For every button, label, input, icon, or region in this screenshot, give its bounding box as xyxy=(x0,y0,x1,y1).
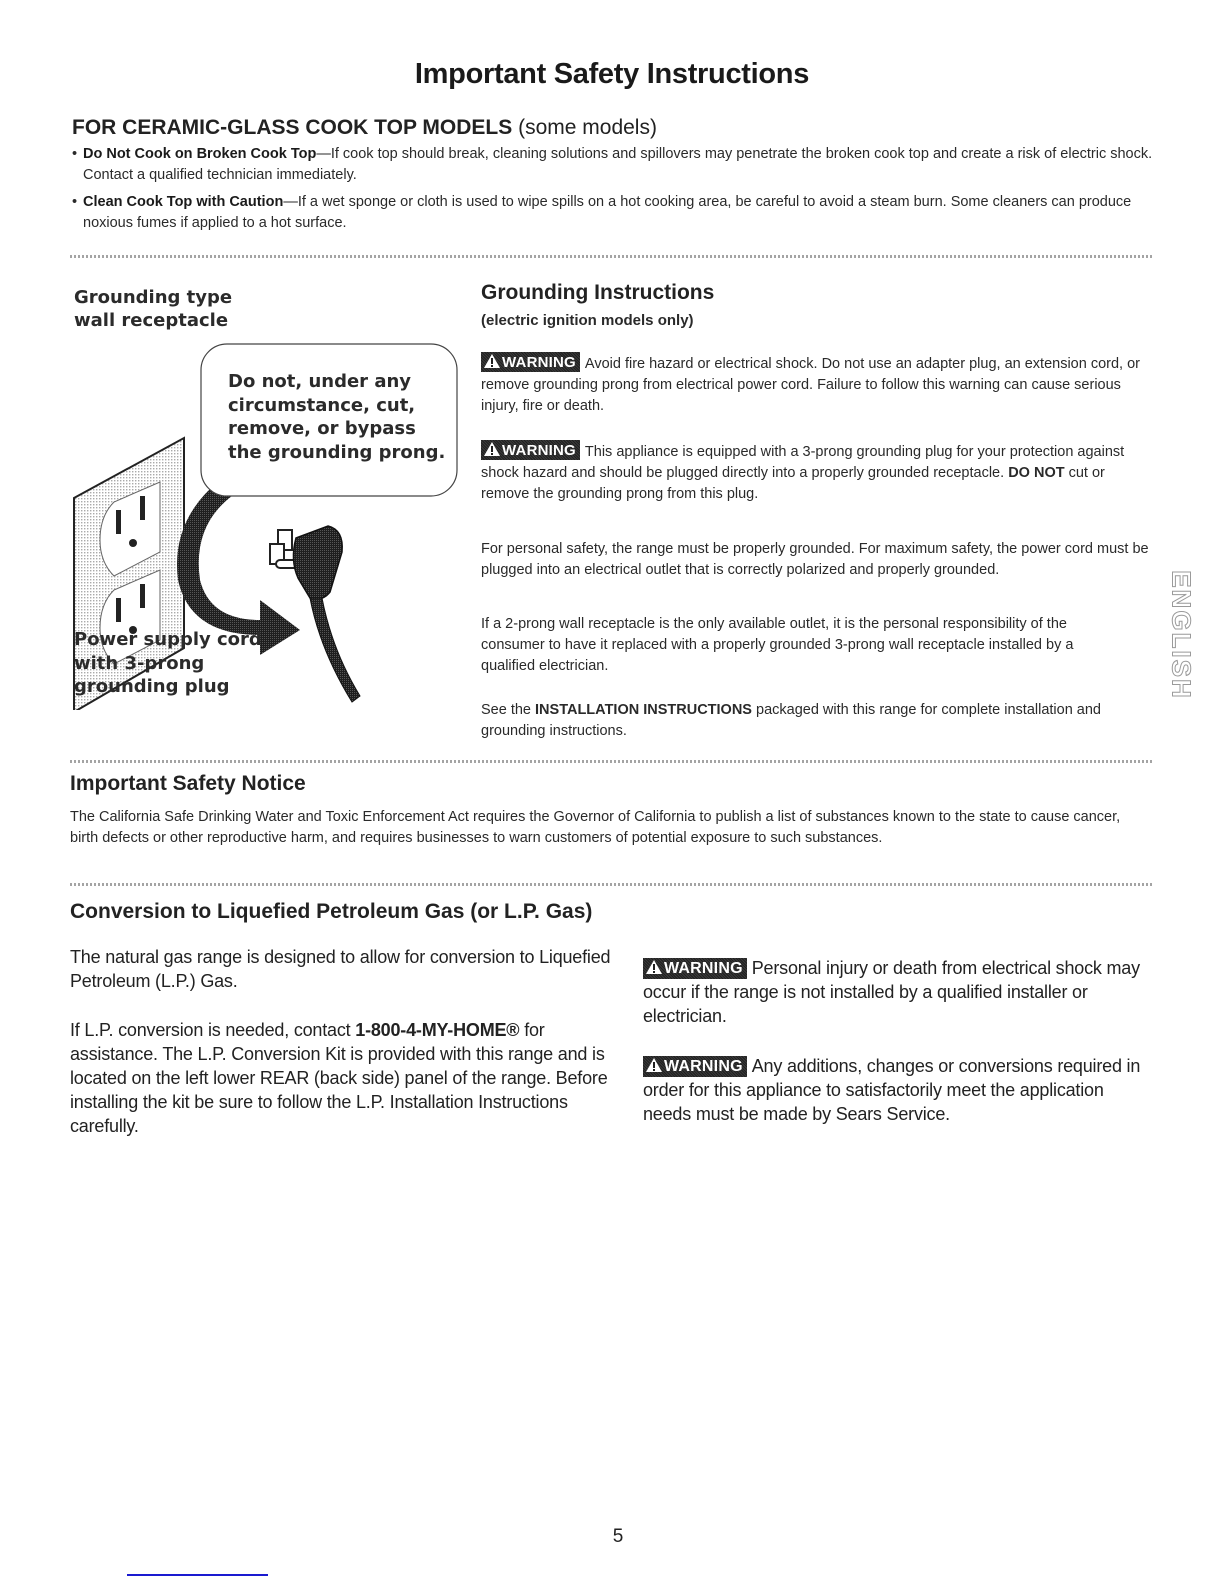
warning-badge xyxy=(643,958,747,979)
page-title: Important Safety Instructions xyxy=(414,58,810,90)
warning-text: cut or remove the grounding prong from this plug. xyxy=(481,465,1105,502)
label-line: Grounding type xyxy=(74,287,233,308)
illustration-label-bottom xyxy=(74,628,262,699)
bullet-lead: Do Not Cook on Broken Cook Top xyxy=(83,146,317,162)
language-side-tab xyxy=(1166,560,1196,710)
grounding-para-2: If a 2-prong wall receptacle is the only available outlet, it is the personal responsibility of the consumer to have it replaced with a properly grounded 3-prong wall receptacle installed by a qualified electrician. xyxy=(481,616,1074,674)
grounding-warning-2 xyxy=(481,440,1141,505)
warning-triangle-icon xyxy=(484,354,500,368)
ceramic-bullet xyxy=(72,144,1162,186)
label-line: grounding plug xyxy=(74,676,230,697)
warning-label: WARNING xyxy=(502,442,576,459)
lp-para-2 xyxy=(70,1018,630,1138)
ceramic-heading-bold: FOR CERAMIC-GLASS COOK TOP MODELS xyxy=(72,116,513,139)
ceramic-heading xyxy=(72,116,657,140)
warning-text: Any additions, changes or conversions required in order for this appliance to satisfactorily meet the application needs must be made by Sears Service. xyxy=(643,1056,1141,1124)
para-text: See the xyxy=(481,702,531,718)
notice-heading: Important Safety Notice xyxy=(70,772,306,795)
warning-emphasis: DO NOT xyxy=(1008,465,1065,481)
warning-label: WARNING xyxy=(502,354,576,371)
bullet-text: —If a wet sponge or cloth is used to wipe spills on a hot cooking area, be careful to avoid a steam burn. Some cleaners can produce noxious fumes if applied to a hot surface. xyxy=(83,194,1132,231)
ceramic-heading-light: (some models) xyxy=(518,116,657,139)
label-line: Power supply cord xyxy=(74,629,262,650)
para-text: If L.P. conversion is needed, contact xyxy=(70,1020,351,1040)
para-text: packaged with this range for complete installation and grounding instructions. xyxy=(481,702,1101,739)
bullet-icon: • xyxy=(72,146,78,162)
lp-warning-1 xyxy=(643,956,1143,1028)
lp-warning-2 xyxy=(643,1054,1143,1126)
section-divider xyxy=(70,760,1152,763)
callout-line: remove, or bypass xyxy=(228,418,416,439)
warning-badge xyxy=(481,352,580,372)
callout-line: the grounding prong. xyxy=(228,441,446,463)
callout-line: Do not, under any xyxy=(228,371,412,392)
section-divider xyxy=(70,255,1152,258)
grounding-warning-1 xyxy=(481,352,1161,417)
bullet-text: —If cook top should break, cleaning solutions and spillovers may penetrate the broken cook top and create a risk of electric shock. Contact a qualified technician immediately. xyxy=(83,146,1153,183)
footer-rule xyxy=(127,1574,268,1576)
warning-label: WARNING xyxy=(664,960,743,977)
page-number: 5 xyxy=(612,1526,624,1547)
warning-triangle-icon xyxy=(646,1058,662,1072)
side-tab-label: ENGLISH xyxy=(1166,570,1197,700)
section-divider xyxy=(70,883,1152,886)
illustration-label-top xyxy=(74,286,232,332)
callout-text xyxy=(228,370,445,464)
bullet-icon: • xyxy=(72,194,78,210)
ceramic-bullet xyxy=(72,192,1162,234)
grounding-para-1: For personal safety, the range must be properly grounded. For maximum safety, the power cord must be plugged into an electrical outlet that is correctly polarized and properly grounded. xyxy=(481,541,1149,578)
lp-heading: Conversion to Liquefied Petroleum Gas (or L.P. Gas) xyxy=(70,900,593,923)
bullet-lead: Clean Cook Top with Caution xyxy=(83,194,284,210)
grounding-subheading: (electric ignition models only) xyxy=(481,312,694,329)
grounding-heading: Grounding Instructions xyxy=(481,281,715,304)
installation-instructions-ref: INSTALLATION INSTRUCTIONS xyxy=(535,702,752,718)
grounding-para-3 xyxy=(481,700,1141,742)
warning-label: WARNING xyxy=(664,1058,743,1075)
plug-icon xyxy=(270,526,360,702)
phone-number: 1-800-4-MY-HOME® xyxy=(355,1020,520,1040)
warning-text: This appliance is equipped with a 3-prong grounding plug for your protection against shock hazard and should be plugged directly into a properly grounded receptacle. xyxy=(481,444,1125,481)
warning-badge xyxy=(481,440,580,460)
label-line: with 3-prong xyxy=(74,652,205,674)
label-line: wall receptacle xyxy=(74,310,229,331)
callout-line: circumstance, cut, xyxy=(228,394,416,416)
warning-triangle-icon xyxy=(646,960,662,974)
para-text: for assistance. The L.P. Conversion Kit is provided with this range and is located on the left lower REAR (back side) panel of the range. Before installing the kit be sure to follow the L.P. Installation Instructions carefully. xyxy=(70,1020,608,1136)
notice-text: The California Safe Drinking Water and Toxic Enforcement Act requires the Governor of California to publish a list of substances known to the state to cause cancer, birth defects or other reproductive harm, and requires businesses to warn customers of potential exposure to such substances. xyxy=(70,809,1121,846)
warning-triangle-icon xyxy=(484,442,500,456)
warning-text: Personal injury or death from electrical shock may occur if the range is not installed by a qualified installer or electrician. xyxy=(643,958,1140,1026)
warning-text: Avoid fire hazard or electrical shock. Do not use an adapter plug, an extension cord, or remove grounding prong from electrical power cord. Failure to follow this warning can cause serious injury, fire or death. xyxy=(481,356,1140,414)
warning-badge xyxy=(643,1056,747,1077)
lp-para-1: The natural gas range is designed to allow for conversion to Liquefied Petroleum (L.P.) Gas. xyxy=(70,947,611,991)
